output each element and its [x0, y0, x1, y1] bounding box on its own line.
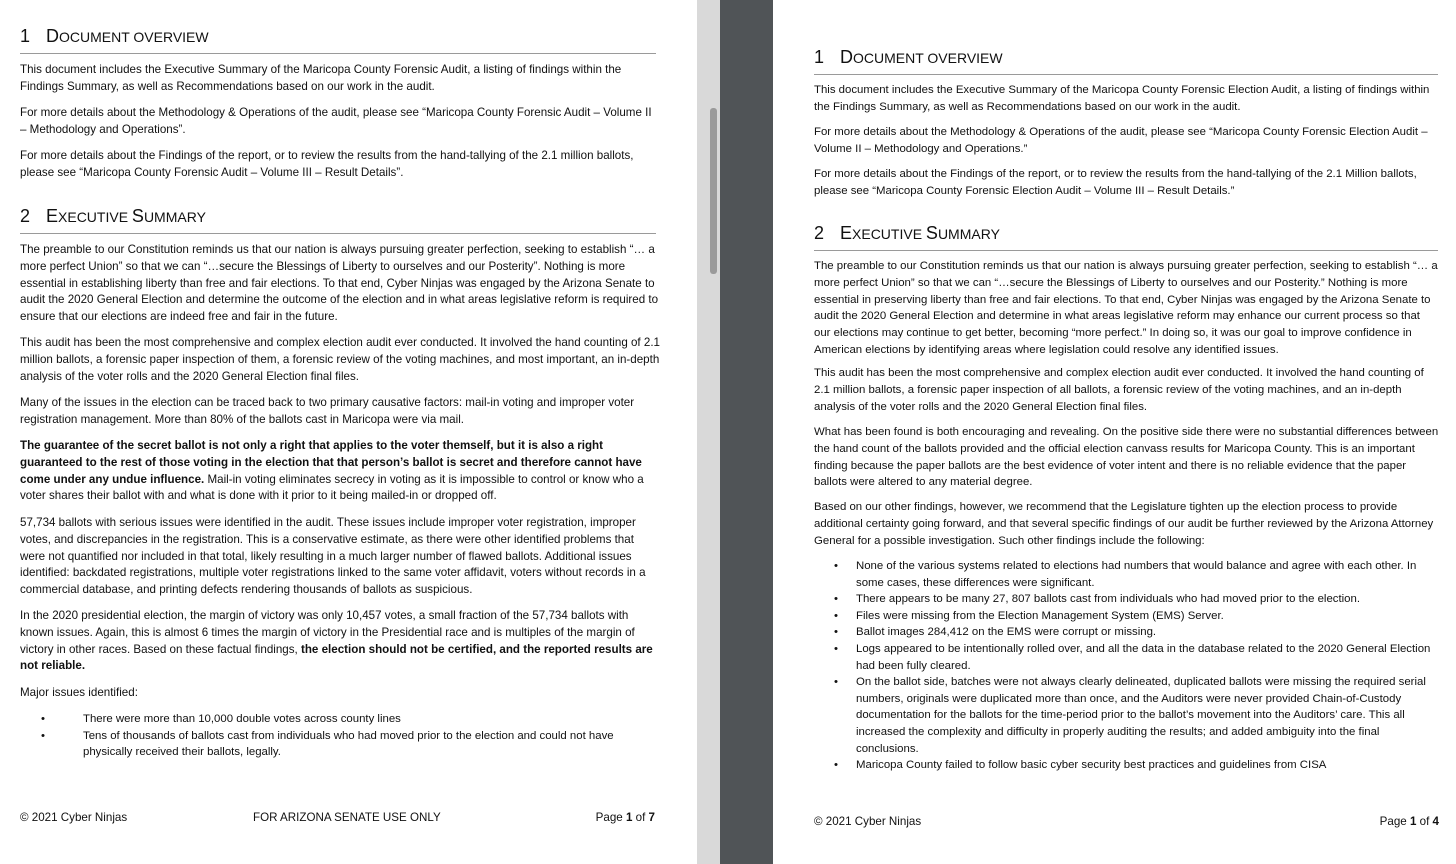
list-item: • Logs appeared to be intentionally rolled over, and all the data in the database related to the 2020 General Election had been fully cleared.: [814, 641, 1439, 674]
section-heading-document-overview: 1 DOCUMENT OVERVIEW: [814, 47, 1438, 75]
section-heading-document-overview: 1 DOCUMENT OVERVIEW: [20, 26, 656, 54]
bold-text: The guarantee of the secret ballot is not only a right that applies to the voter themself, but it is also a right guaranteed to the rest of those voting in the election that that person’s ballot is secret and therefore cannot have come under any undue influence.: [20, 439, 642, 486]
paragraph: What has been found is both encouraging and revealing. On the positive side there were no substantial differences between the hand count of the ballots provided and the official election canvass results for Maricopa County. This is an important finding because the paper ballots are the best evidence of voter intent and there is no reliable evidence that the paper ballots were altered to any material degree.: [814, 426, 1439, 489]
paragraph: For more details about the Methodology & Operations of the audit, please see “Maricopa County Forensic Audit – Volume II – Methodology and Operations”.: [20, 106, 652, 136]
list-item: • Files were missing from the Election Management System (EMS) Server.: [814, 608, 1439, 625]
paragraph: This document includes the Executive Summary of the Maricopa County Forensic Audit, a listing of findings within the Findings Summary, as well as Recommendations based on our work in the audit.: [20, 63, 622, 93]
section-number: 1: [814, 47, 825, 67]
left-document-page: [0, 0, 697, 864]
list-item: • Maricopa County failed to follow basic cyber security best practices and guidelines from CISA: [814, 757, 1439, 774]
section-heading-executive-summary: 2 EXECUTIVE SUMMARY: [814, 223, 1438, 251]
bullet-list: [20, 711, 650, 761]
paragraph: The preamble to our Constitution reminds us that our nation is always pursuing greater perfection, seeking to establish “… a more perfect Union” so that we can “…secure the Blessings of Liberty to ourselves and our Posterity”. Nothing is more essential in establishing liberty than free and fair elections. To that end, Cyber Ninjas was engaged by the Arizona Senate to audit the 2020 General Election and determine the outcome of the election and in what areas legislative reform is required to ensure that our elections are indeed free and fair in the future.: [20, 243, 659, 324]
section-heading-executive-summary: 2 EXECUTIVE SUMMARY: [20, 206, 656, 234]
paragraph: This document includes the Executive Summary of the Maricopa County Forensic Election Audit, a listing of findings within the Findings Summary, as well as Recommendations based on our work in the audit.: [814, 84, 1430, 113]
paragraph: For more details about the Findings of the report, or to review the results from the hand-tallying of the 2.1 million ballots, please see “Maricopa County Forensic Audit – Volume III – Result Details”.: [20, 149, 634, 179]
paragraph: This audit has been the most comprehensive and complex election audit ever conducted. It involved the hand counting of 2.1 million ballots, a forensic paper inspection of them, a forensic review of the voting machines, and most important, an in-depth analysis of the voter rolls and the 2020 General Election final files.: [20, 336, 660, 383]
section-number: 2: [20, 206, 31, 226]
list-item: • There were more than 10,000 double votes across county lines: [20, 711, 650, 728]
paragraph: For more details about the Methodology & Operations of the audit, please see “Maricopa County Forensic Election Audit – Volume II – Methodology and Operations.”: [814, 126, 1428, 155]
list-item: • There appears to be many 27, 807 ballots cast from individuals who had moved prior to the election.: [814, 591, 1439, 608]
footer-copyright: © 2021 Cyber Ninjas: [20, 811, 128, 824]
list-item: • None of the various systems related to elections had numbers that would balance and agree with each other. In some cases, these differences were significant.: [814, 558, 1439, 591]
section-number: 2: [814, 223, 825, 243]
footer-page-number: Page 1 of 7: [595, 811, 655, 824]
list-item: • On the ballot side, batches were not always clearly delineated, duplicated ballots were missing the required serial numbers, originals were duplicated more than once, and the Auditors were never provided Chain-of-Custody documentation for the ballots for the time-period prior to the ballot’s movement into the Auditors’ care. This all increased the complexity and difficulty in properly auditing the results; and added ambiguity into the final conclusions.: [814, 674, 1439, 757]
paragraph: The preamble to our Constitution reminds us that our nation is always pursuing greater perfection, seeking to establish “… a more perfect Union” so that we can “…secure the Blessings of Liberty to ourselves and our Posterity.” Nothing is more essential in preserving liberty than free and fair elections. To that end, Cyber Ninjas was engaged by the Arizona Senate to audit the 2020 General Election and determine in what areas legislative reform may enhance our current process so that our elections may continue to get better, becoming “more perfect.” In doing so, it was our goal to improve confidence in American elections by identifying areas where legislation could resolve any identified issues.: [814, 260, 1438, 356]
paragraph: Major issues identified:: [20, 686, 138, 699]
paragraph: Many of the issues in the election can be traced back to two primary causative factors: mail-in voting and improper voter registration management. More than 80% of the ballots cast in Maricopa were via mail.: [20, 396, 635, 426]
paragraph: 57,734 ballots with serious issues were identified in the audit. These issues include improper voter registration, improper votes, and discrepancies in the registration. This is a conservative estimate, as there were other identified problems that were not quantified nor included in that total, likely resulting in a much larger number of flawed ballots. Additional issues identified: backdated registrations, multiple voter registrations linked to the same voter affidavit, voters without records in a commercial database, and printing defects rendering thousands of ballots as suspicious.: [20, 516, 646, 597]
footer-page-number: Page 1 of 4: [1379, 815, 1439, 828]
list-item: • Tens of thousands of ballots cast from individuals who had moved prior to the election and could not have physically received their ballots, legally.: [20, 728, 650, 761]
bullet-list: [814, 558, 1439, 774]
viewer-gutter: [720, 0, 773, 864]
right-document-page: [773, 0, 1456, 864]
scrollbar-thumb[interactable]: [710, 108, 717, 274]
paragraph: For more details about the Findings of the report, or to review the results from the hand-tallying of the 2.1 Million ballots, please see “Maricopa County Forensic Election Audit – Volume III – Result Details.”: [814, 168, 1417, 197]
paragraph-secret-ballot: The guarantee of the secret ballot is not only a right that applies to the voter themself, but it is also a right guaranteed to the rest of those voting in the election that that person’s ballot is secret and therefore cannot have come under any undue influence. Mail-in voting eliminates secrecy in voting as it is impossible to control or know who a voter shares their ballot with and what is done with it prior to it being mailed-in or dropped off.: [20, 439, 644, 503]
footer-copyright: © 2021 Cyber Ninjas: [814, 815, 922, 828]
list-item: • Ballot images 284,412 on the EMS were corrupt or missing.: [814, 624, 1439, 641]
bold-text: the election should not be certified, and the reported results are not reliable.: [20, 642, 653, 673]
paragraph: Based on our other findings, however, we recommend that the Legislature tighten up the election process to provide additional certainty going forward, and that several specific findings of our audit be further reviewed by the Arizona Attorney General for a possible investigation. Such other findings include the following:: [814, 501, 1434, 547]
paragraph: This audit has been the most comprehensive and complex election audit ever conducted. It involved the hand counting of 2.1 million ballots, a forensic paper inspection of all ballots, a forensic review of the voting machines, and an in-depth analysis of the voter rolls and the 2020 General Election final files.: [814, 367, 1424, 413]
footer-center-label: FOR ARIZONA SENATE USE ONLY: [253, 811, 441, 824]
paragraph-margin: In the 2020 presidential election, the margin of victory was only 10,457 votes, a small fraction of the 57,734 ballots with known issues. Again, this is almost 6 times the margin of victory in the Presidential race and is multiples of the margin of victory in other races. Based on these factual findings, the election should not be certified, and the reported results are not reliable.: [20, 609, 653, 673]
section-number: 1: [20, 26, 31, 46]
